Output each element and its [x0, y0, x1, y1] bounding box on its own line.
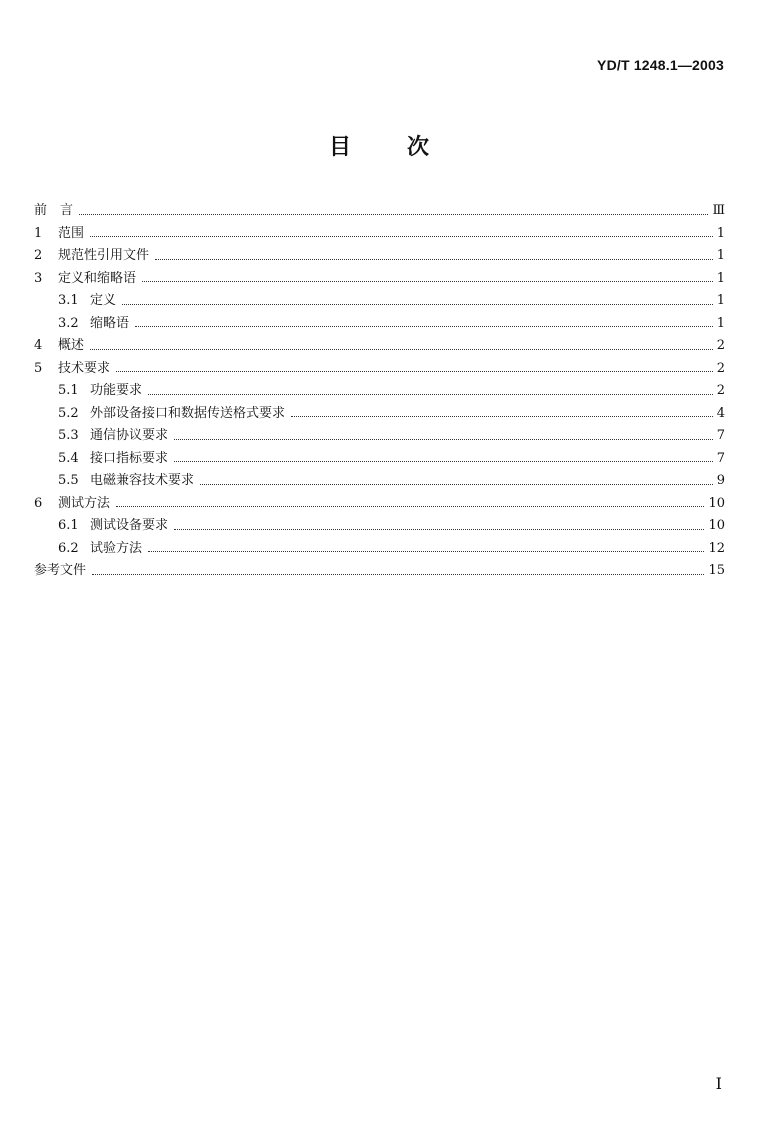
toc-entry[interactable] — [34, 268, 725, 291]
toc-leader-dots — [122, 304, 713, 305]
toc-entry-page: 2 — [716, 360, 725, 376]
table-of-contents — [34, 200, 725, 583]
toc-entry-page: 10 — [708, 495, 725, 511]
toc-entry[interactable] — [34, 313, 725, 336]
toc-entry[interactable] — [34, 290, 725, 313]
toc-leader-dots — [291, 416, 713, 417]
toc-entry[interactable] — [34, 560, 725, 583]
toc-entry[interactable] — [34, 245, 725, 268]
toc-leader-dots — [174, 439, 713, 440]
toc-entry-number: 6 — [34, 495, 43, 511]
toc-entry-label: 接口指标要求 — [90, 450, 169, 466]
toc-leader-dots — [79, 214, 708, 215]
toc-entry-label: 前 言 — [34, 203, 74, 218]
toc-entry[interactable] — [34, 493, 725, 516]
toc-title: 目次 — [328, 135, 485, 160]
toc-leader-dots — [155, 259, 713, 260]
toc-entry-number: 5.4 — [58, 450, 79, 466]
toc-entry-page: 7 — [716, 428, 725, 443]
toc-entry-label: 试验方法 — [90, 540, 143, 556]
toc-entry-label: 定义和缩略语 — [58, 270, 137, 286]
toc-entry-page: 15 — [708, 563, 725, 578]
toc-entry-label: 测试方法 — [58, 495, 111, 511]
toc-entry-label: 功能要求 — [90, 383, 143, 398]
toc-entry-page: 4 — [716, 405, 725, 421]
toc-leader-dots — [90, 349, 713, 350]
toc-leader-dots — [142, 281, 713, 282]
toc-entry[interactable] — [34, 223, 725, 246]
toc-leader-dots — [92, 574, 704, 575]
toc-leader-dots — [174, 461, 713, 462]
toc-entry-number: 5.2 — [58, 405, 79, 421]
toc-entry[interactable] — [34, 335, 725, 358]
toc-entry-label: 技术要求 — [58, 360, 111, 376]
toc-entry[interactable] — [34, 200, 725, 223]
toc-entry-number: 5.1 — [58, 383, 79, 398]
toc-entry-number: 1 — [34, 225, 43, 241]
toc-entry-number: 5.3 — [58, 428, 79, 443]
toc-entry-number: 3 — [34, 270, 43, 286]
toc-leader-dots — [174, 529, 704, 530]
toc-entry-number: 2 — [34, 248, 43, 263]
toc-entry-number: 5.5 — [58, 473, 79, 488]
toc-entry-label: 概述 — [58, 338, 85, 353]
toc-entry-number: 5 — [34, 360, 43, 376]
document-code: YD/T 1248.1—2003 — [597, 57, 724, 73]
toc-leader-dots — [116, 506, 704, 507]
toc-entry[interactable] — [34, 358, 725, 381]
toc-entry-page: 1 — [716, 270, 725, 286]
toc-leader-dots — [148, 394, 713, 395]
toc-entry-page: 10 — [708, 518, 725, 533]
toc-entry-label: 电磁兼容技术要求 — [90, 473, 195, 488]
toc-entry-label: 参考文件 — [34, 563, 87, 578]
toc-entry[interactable] — [34, 425, 725, 448]
toc-leader-dots — [116, 371, 713, 372]
toc-entry-label: 外部设备接口和数据传送格式要求 — [90, 405, 286, 421]
toc-entry-page: 2 — [716, 338, 725, 353]
toc-entry-page: 9 — [716, 473, 725, 488]
toc-entry[interactable] — [34, 470, 725, 493]
toc-entry-label: 通信协议要求 — [90, 428, 169, 443]
toc-entry-page: 1 — [716, 225, 725, 241]
toc-entry[interactable] — [34, 380, 725, 403]
toc-entry[interactable] — [34, 448, 725, 471]
toc-entry-number: 6.1 — [58, 518, 79, 533]
toc-entry-page: 1 — [716, 315, 725, 331]
toc-leader-dots — [135, 326, 713, 327]
toc-leader-dots — [200, 484, 713, 485]
toc-entry[interactable] — [34, 515, 725, 538]
toc-leader-dots — [148, 551, 704, 552]
toc-entry-page: 1 — [716, 248, 725, 263]
toc-entry[interactable] — [34, 538, 725, 561]
toc-entry-number: 3.2 — [58, 315, 79, 331]
toc-entry-page: Ⅲ — [712, 203, 725, 218]
page-number: I — [715, 1074, 722, 1093]
toc-entry-page: 12 — [708, 540, 725, 556]
toc-entry-label: 范围 — [58, 225, 85, 241]
toc-entry-label: 规范性引用文件 — [58, 248, 150, 263]
toc-entry-number: 6.2 — [58, 540, 79, 556]
toc-leader-dots — [90, 236, 713, 237]
toc-entry-number: 4 — [34, 338, 43, 353]
toc-entry-page: 1 — [716, 293, 725, 308]
toc-entry-label: 定义 — [90, 293, 117, 308]
toc-entry-label: 测试设备要求 — [90, 518, 169, 533]
toc-entry-page: 7 — [716, 450, 725, 466]
toc-entry-number: 3.1 — [58, 293, 79, 308]
toc-entry-label: 缩略语 — [90, 315, 130, 331]
toc-entry-page: 2 — [716, 383, 725, 398]
toc-entry[interactable] — [34, 403, 725, 426]
